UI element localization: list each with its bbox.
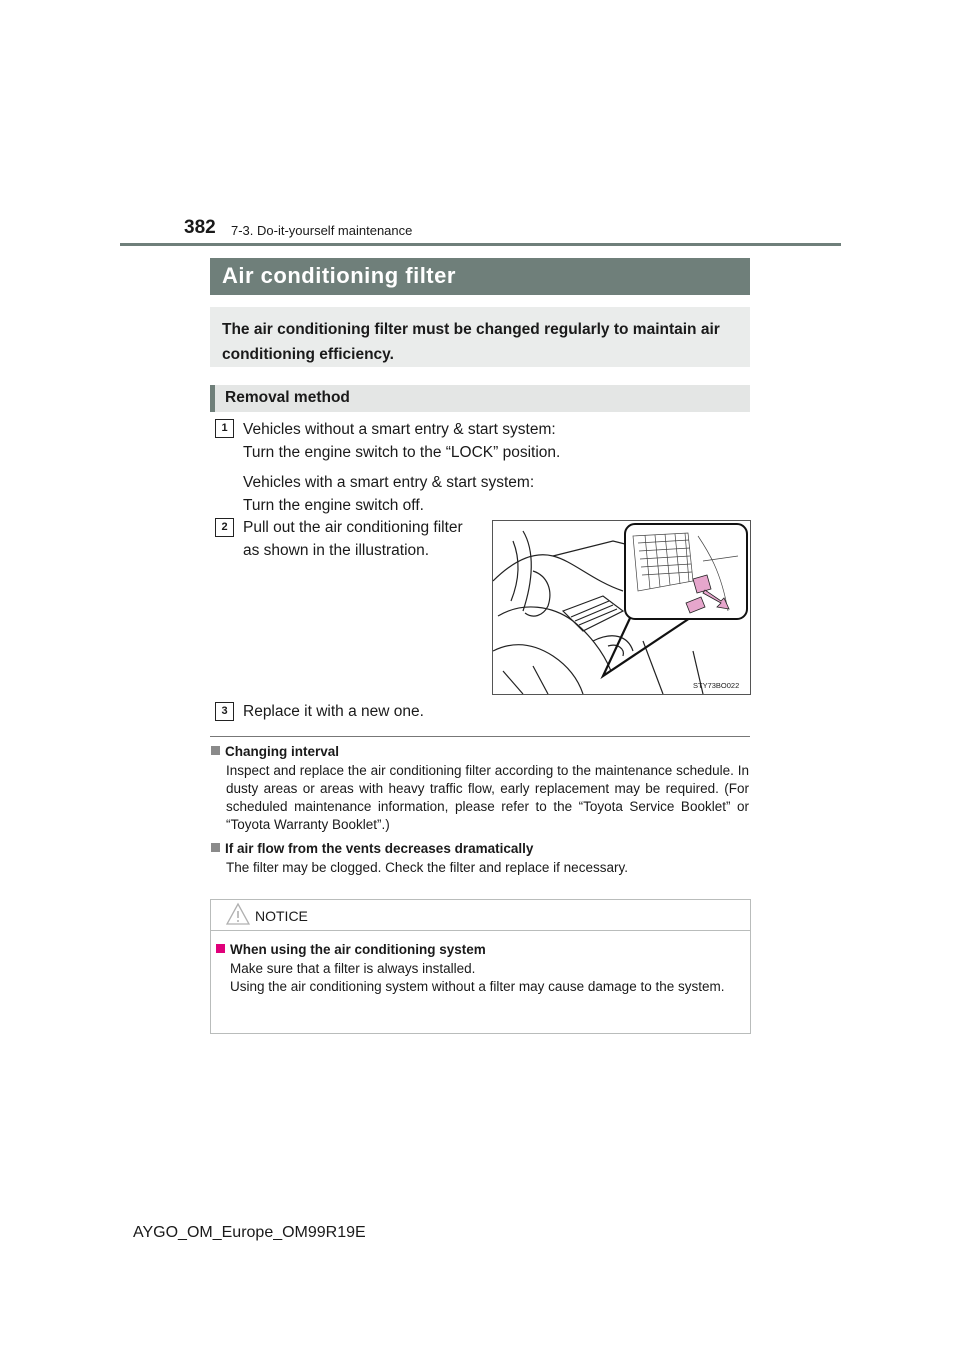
header-rule xyxy=(120,243,841,246)
step-2-line-1: Pull out the air conditioning filter xyxy=(243,519,463,536)
step-number-3: 3 xyxy=(215,702,234,721)
page-title: Air conditioning filter xyxy=(222,263,456,288)
subheading-bar xyxy=(210,385,750,412)
notice-line-2: Using the air conditioning system without a filter may cause damage to the system. xyxy=(230,979,725,994)
dashboard-drawing xyxy=(493,521,750,694)
subheading-text: Removal method xyxy=(225,389,350,406)
notice-box xyxy=(210,899,751,1034)
square-bullet-icon xyxy=(216,944,225,953)
step-1-line-3: Vehicles with a smart entry & start system: xyxy=(243,474,535,491)
intro-box xyxy=(210,307,750,367)
notice-content xyxy=(216,942,744,996)
section-label: 7-3. Do-it-yourself maintenance xyxy=(231,223,413,238)
step-2-line-2: as shown in the illustration. xyxy=(243,542,430,559)
step-1-line-2: Turn the engine switch to the “LOCK” position. xyxy=(243,444,561,461)
spacer xyxy=(243,464,560,471)
note-body: The filter may be clogged. Check the filter and replace if necessary. xyxy=(226,860,628,875)
step-number-2: 2 xyxy=(215,518,234,537)
note-changing-interval xyxy=(211,744,749,834)
note-heading-text: Changing interval xyxy=(225,744,340,759)
step-3-text: Replace it with a new one. xyxy=(243,703,424,720)
notice-label: NOTICE xyxy=(255,908,308,924)
notice-body xyxy=(230,960,744,996)
notice-heading xyxy=(216,942,744,957)
subheading-accent xyxy=(210,385,215,412)
step-1-text xyxy=(243,418,560,517)
note-body: Inspect and replace the air conditioning filter according to the maintenance schedule. In dusty areas or areas with heavy traffic flow, early replacement may be required. (For scheduled maintenance information, please refer to the “Toyota Service Booklet” or “Toyota Warranty Booklet”.) xyxy=(226,763,749,832)
footer-code: AYGO_OM_Europe_OM99R19E xyxy=(133,1224,366,1241)
notice-heading-text: When using the air conditioning system xyxy=(230,942,486,957)
step-number-1: 1 xyxy=(215,419,234,438)
notice-line-1: Make sure that a filter is always installed. xyxy=(230,961,476,976)
step-2-text xyxy=(243,516,463,562)
note-heading-text: If air flow from the vents decreases dramatically xyxy=(225,841,534,856)
square-bullet-icon xyxy=(211,746,220,755)
title-bar xyxy=(210,258,750,295)
intro-text: The air conditioning filter must be changed regularly to maintain air conditioning efficiency. xyxy=(222,321,720,363)
figure-code: STY73BO022 xyxy=(693,681,740,690)
note-heading xyxy=(211,841,749,856)
square-bullet-icon xyxy=(211,843,220,852)
page-number: 382 xyxy=(184,217,216,238)
step-1-line-4: Turn the engine switch off. xyxy=(243,497,424,514)
notice-divider xyxy=(211,930,750,931)
note-air-flow xyxy=(211,841,749,877)
note-heading xyxy=(211,744,749,759)
step-1-line-1: Vehicles without a smart entry & start system: xyxy=(243,421,556,438)
warning-triangle-icon xyxy=(226,902,250,926)
filter-illustration xyxy=(492,520,751,695)
section-rule xyxy=(210,736,750,737)
